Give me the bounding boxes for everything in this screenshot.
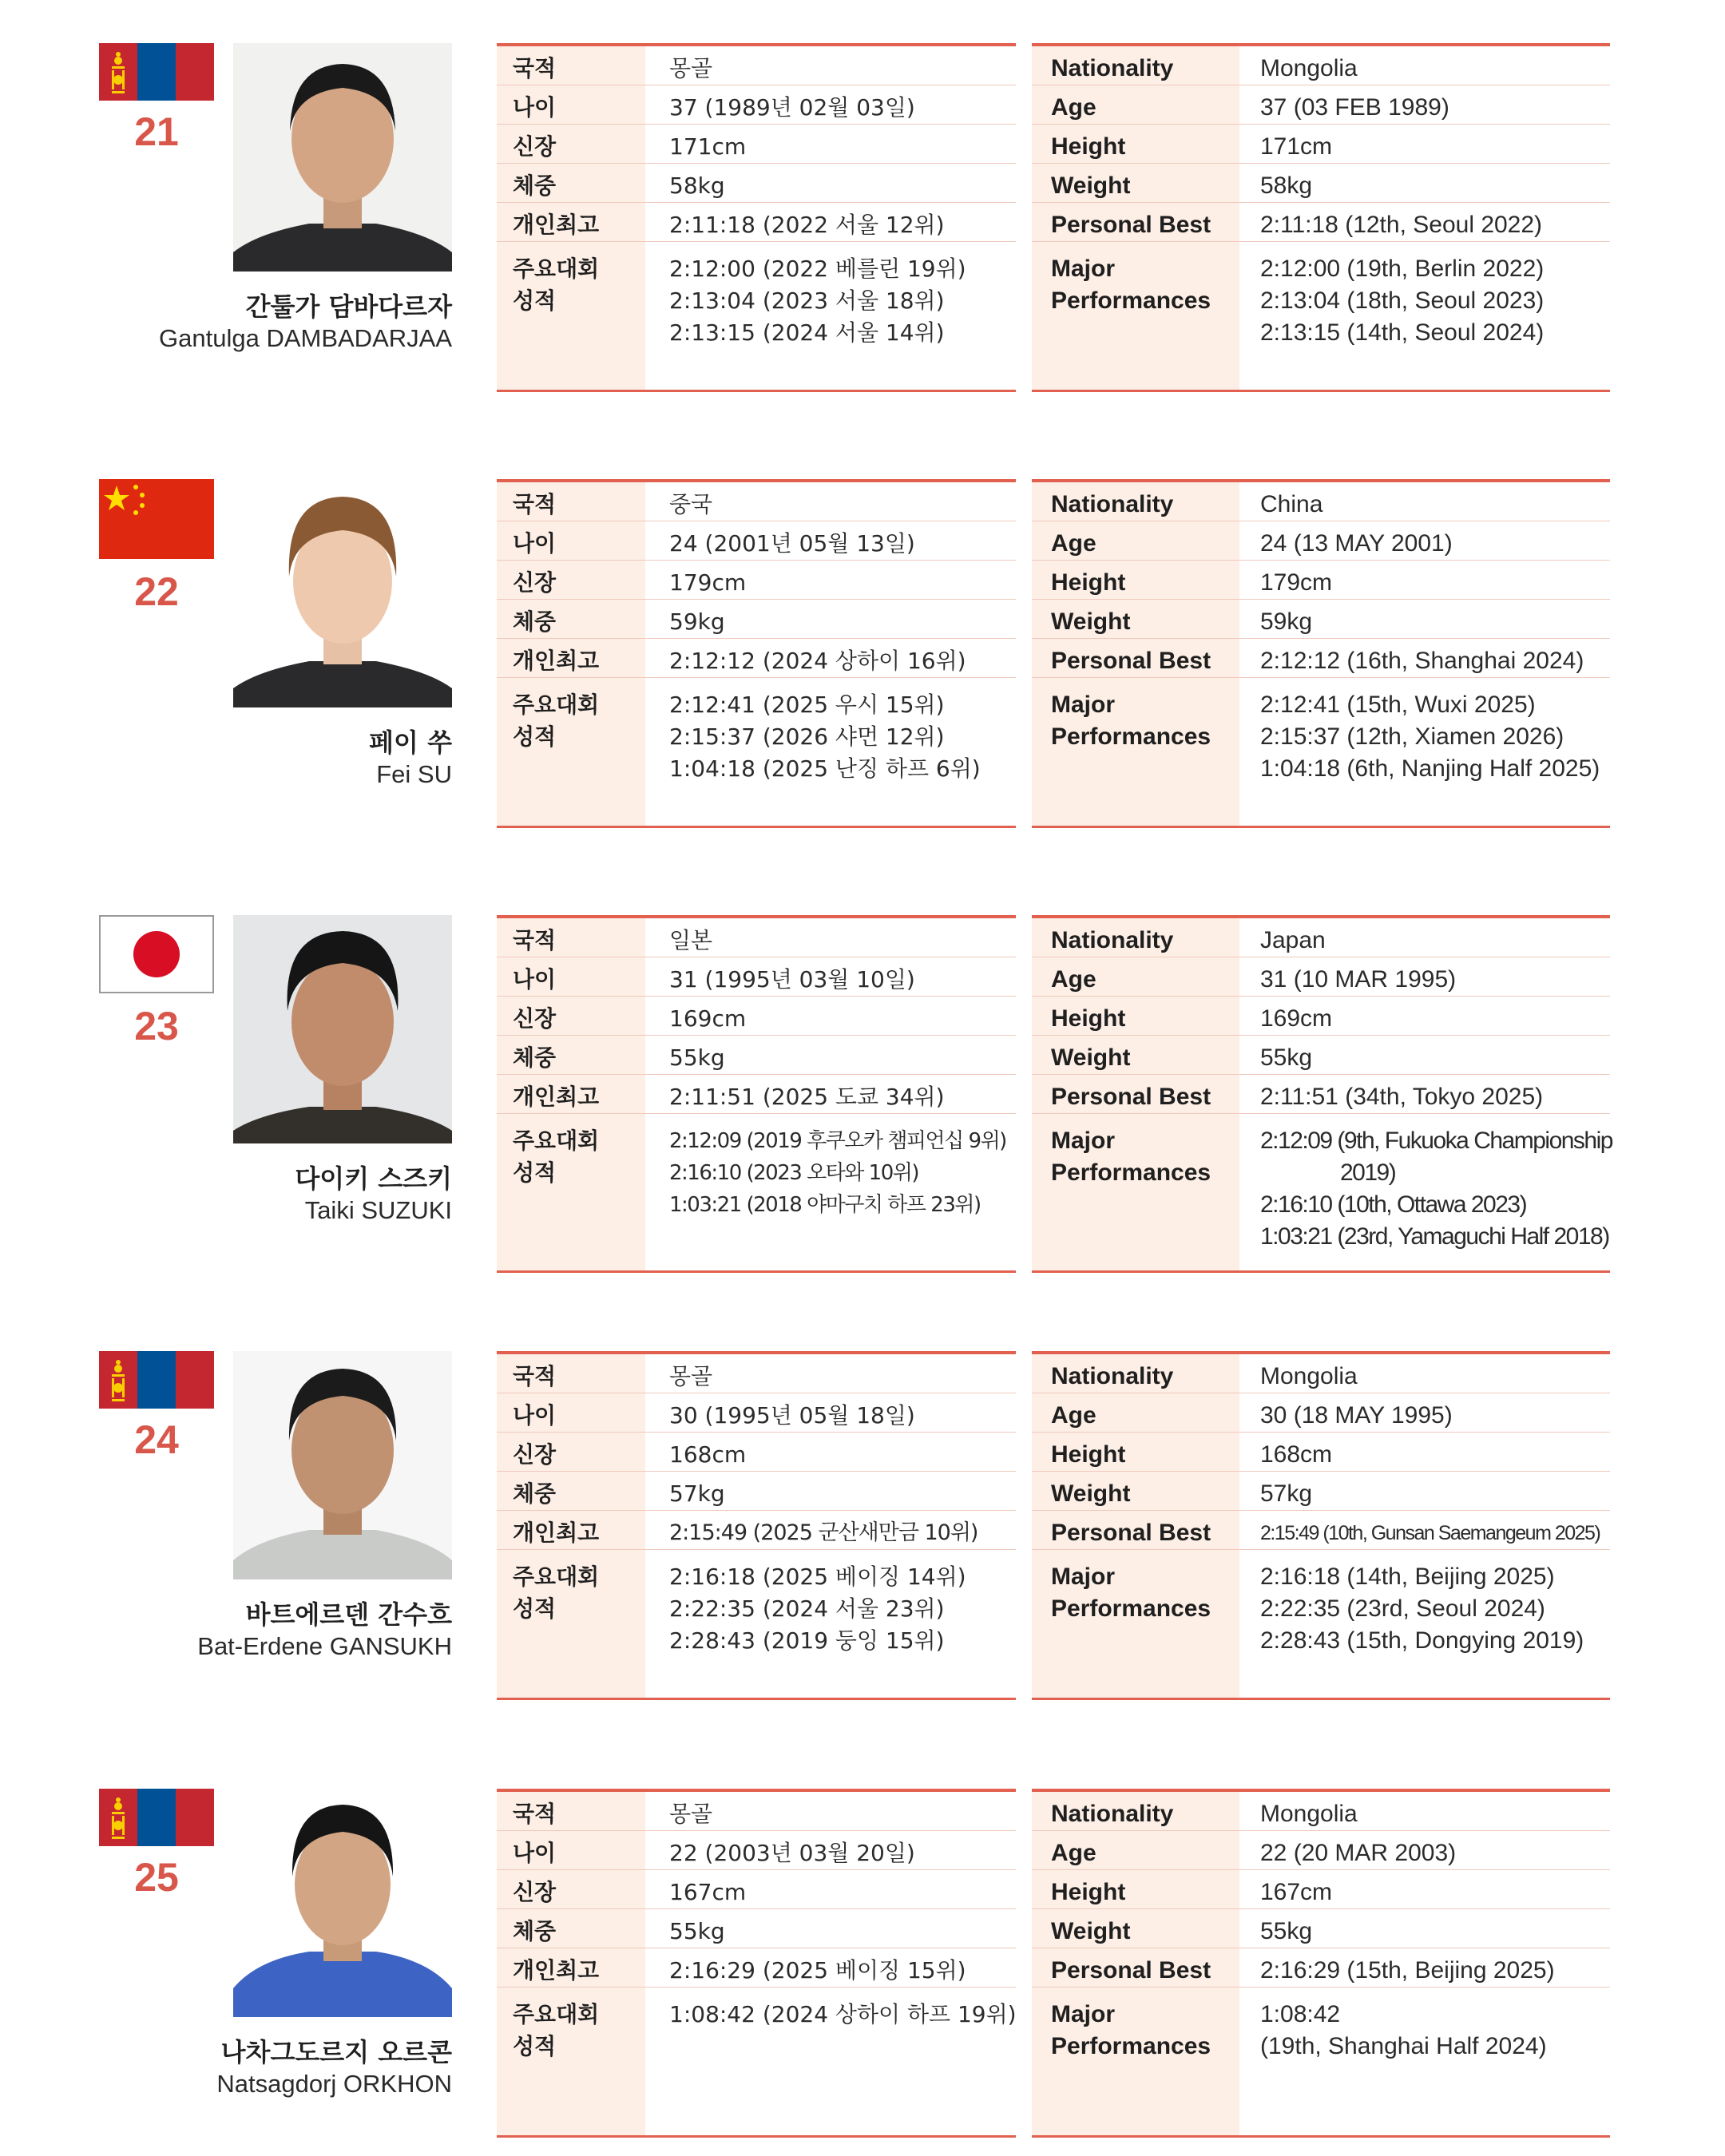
athlete-name-korean: 다이키 스즈키 — [295, 1163, 452, 1194]
row-major-performances: 주요대회 성적 1:08:42 (2024 상하이 하프 19위) — [513, 2001, 1017, 2059]
row-personal-best: Personal Best 2:16:29 (15th, Beijing 2025) — [1032, 1948, 1610, 1988]
row-weight: 체중 58kg — [497, 164, 1016, 203]
row-age: 나이 37 (1989년 02월 03일) — [497, 85, 1016, 125]
athlete-name-english: Natsagdorj ORKHON — [216, 2070, 452, 2098]
mongolia-flag-icon — [99, 43, 214, 101]
row-major-performances: Major Performances 2:16:18 (14th, Beijing 2025) 2:22:35 (23rd, Seoul 2024) 2:28:43 (15th, Dongying 2019) — [1051, 1563, 1584, 1654]
row-height: 신장 168cm — [497, 1433, 1016, 1472]
profile-table-korean — [497, 43, 1016, 392]
row-weight: 체중 55kg — [497, 1036, 1016, 1075]
row-personal-best: Personal Best 2:15:49 (10th, Gunsan Saemangeum 2025) — [1032, 1511, 1610, 1550]
athlete-card — [0, 479, 1725, 838]
row-nationality: 국적 몽골 — [497, 1354, 1016, 1393]
row-height: Height 167cm — [1032, 1870, 1610, 1909]
athlete-card — [0, 43, 1725, 402]
row-weight: 체중 55kg — [497, 1909, 1016, 1948]
row-major-performances: Major Performances 1:08:42 (19th, Shanghai Half 2024) — [1051, 2001, 1547, 2059]
athlete-name-korean: 바트에르덴 간수흐 — [245, 1599, 452, 1630]
mongolia-flag-icon — [99, 1351, 214, 1409]
row-weight: 체중 59kg — [497, 600, 1016, 639]
row-nationality: 국적 몽골 — [497, 1792, 1016, 1831]
row-major-performances: 주요대회 성적 2:12:41 (2025 우시 15위) 2:15:37 (2026 샤먼 12위) 1:04:18 (2025 난징 하프 6위) — [513, 692, 981, 782]
profile-table-english — [1032, 1789, 1610, 2138]
athlete-photo — [233, 43, 452, 271]
row-personal-best: Personal Best 2:11:51 (34th, Tokyo 2025) — [1032, 1075, 1610, 1114]
row-weight: Weight 58kg — [1032, 164, 1610, 203]
row-age: Age 30 (18 MAY 1995) — [1032, 1393, 1610, 1433]
row-height: 신장 171cm — [497, 125, 1016, 164]
china-flag-icon — [99, 479, 214, 559]
row-weight: Weight 55kg — [1032, 1909, 1610, 1948]
bib-number: 23 — [134, 1004, 179, 1048]
athlete-card — [0, 915, 1725, 1274]
row-nationality: Nationality Mongolia — [1032, 1792, 1610, 1831]
row-age: Age 24 (13 MAY 2001) — [1032, 521, 1610, 561]
row-nationality: 국적 몽골 — [497, 46, 1016, 85]
row-major-performances: Major Performances 2:12:41 (15th, Wuxi 2025) 2:15:37 (12th, Xiamen 2026) 1:04:18 (6th, Nanjing Half 2025) — [1051, 692, 1600, 782]
athlete-card — [0, 1789, 1725, 2148]
row-nationality: 국적 중국 — [497, 482, 1016, 521]
row-major-performances: 주요대회 성적 2:12:00 (2022 베를린 19위) 2:13:04 (2023 서울 18위) 2:13:15 (2024 서울 14위) — [513, 256, 966, 346]
row-personal-best: 개인최고 2:11:51 (2025 도쿄 34위) — [497, 1075, 1016, 1114]
athlete-name-english: Gantulga DAMBADARJAA — [159, 324, 452, 352]
row-weight: Weight 55kg — [1032, 1036, 1610, 1075]
profile-table-english — [1032, 1351, 1610, 1700]
row-major-performances: 주요대회 성적 2:12:09 (2019 후쿠오카 챔피언십 9위) 2:16:10 (2023 오타와 10위) 1:03:21 (2018 야마구치 하프 23위) — [513, 1128, 1006, 1217]
profile-table-korean — [497, 1789, 1016, 2138]
row-personal-best: 개인최고 2:12:12 (2024 상하이 16위) — [497, 639, 1016, 678]
row-weight: Weight 59kg — [1032, 600, 1610, 639]
profile-table-english — [1032, 915, 1610, 1273]
profile-table-korean — [497, 915, 1016, 1273]
row-height: Height 168cm — [1032, 1433, 1610, 1472]
athlete-name-korean: 간툴가 담바다르자 — [245, 291, 452, 322]
athlete-photo — [233, 915, 452, 1143]
athlete-photo — [233, 479, 452, 707]
athlete-name-korean: 나차그도르지 오르콘 — [220, 2037, 452, 2067]
row-nationality: Nationality Japan — [1032, 918, 1610, 957]
row-age: 나이 24 (2001년 05월 13일) — [497, 521, 1016, 561]
athlete-photo — [233, 1351, 452, 1579]
japan-flag-icon — [99, 915, 214, 993]
profile-table-english — [1032, 479, 1610, 828]
row-personal-best: 개인최고 2:15:49 (2025 군산새만금 10위) — [497, 1511, 1016, 1550]
row-personal-best: Personal Best 2:11:18 (12th, Seoul 2022) — [1032, 203, 1610, 242]
row-major-performances: Major Performances 2:12:09 (9th, Fukuoka Championship 2019) 2:16:10 (10th, Ottawa 2023) 1:03:21 (23rd, Yamaguchi Half 2018) — [1051, 1128, 1612, 1250]
row-major-performances: Major Performances 2:12:00 (19th, Berlin 2022) 2:13:04 (18th, Seoul 2023) 2:13:15 (14th, Seoul 2024) — [1051, 256, 1545, 346]
row-height: 신장 169cm — [497, 997, 1016, 1036]
bib-number: 21 — [134, 109, 179, 154]
row-age: Age 37 (03 FEB 1989) — [1032, 85, 1610, 125]
athlete-name-english: Taiki SUZUKI — [304, 1196, 452, 1224]
athlete-photo — [233, 1789, 452, 2017]
row-weight: Weight 57kg — [1032, 1472, 1610, 1511]
row-age: 나이 22 (2003년 03월 20일) — [497, 1831, 1016, 1870]
row-weight: 체중 57kg — [497, 1472, 1016, 1511]
row-personal-best: Personal Best 2:12:12 (16th, Shanghai 2024) — [1032, 639, 1610, 678]
row-age: 나이 31 (1995년 03월 10일) — [497, 957, 1016, 997]
row-major-performances: 주요대회 성적 2:16:18 (2025 베이징 14위) 2:22:35 (2024 서울 23위) 2:28:43 (2019 둥잉 15위) — [513, 1563, 966, 1654]
bib-number: 24 — [134, 1417, 179, 1462]
bib-number: 25 — [134, 1855, 179, 1900]
row-nationality: Nationality China — [1032, 482, 1610, 521]
athlete-name-korean: 페이 쑤 — [369, 727, 452, 758]
row-nationality: Nationality Mongolia — [1032, 46, 1610, 85]
athlete-name-english: Fei SU — [376, 760, 452, 788]
row-personal-best: 개인최고 2:11:18 (2022 서울 12위) — [497, 203, 1016, 242]
athlete-card — [0, 1351, 1725, 1710]
row-height: Height 169cm — [1032, 997, 1610, 1036]
mongolia-flag-icon — [99, 1789, 214, 1846]
row-age: Age 31 (10 MAR 1995) — [1032, 957, 1610, 997]
profile-table-korean — [497, 1351, 1016, 1700]
row-age: 나이 30 (1995년 05월 18일) — [497, 1393, 1016, 1433]
row-age: Age 22 (20 MAR 2003) — [1032, 1831, 1610, 1870]
row-height: 신장 179cm — [497, 561, 1016, 600]
row-height: Height 179cm — [1032, 561, 1610, 600]
profile-table-english — [1032, 43, 1610, 392]
profile-table-korean — [497, 479, 1016, 828]
row-nationality: Nationality Mongolia — [1032, 1354, 1610, 1393]
row-nationality: 국적 일본 — [497, 918, 1016, 957]
athlete-name-english: Bat-Erdene GANSUKH — [197, 1632, 452, 1660]
bib-number: 22 — [134, 569, 179, 614]
row-height: Height 171cm — [1032, 125, 1610, 164]
row-personal-best: 개인최고 2:16:29 (2025 베이징 15위) — [497, 1948, 1016, 1988]
row-height: 신장 167cm — [497, 1870, 1016, 1909]
